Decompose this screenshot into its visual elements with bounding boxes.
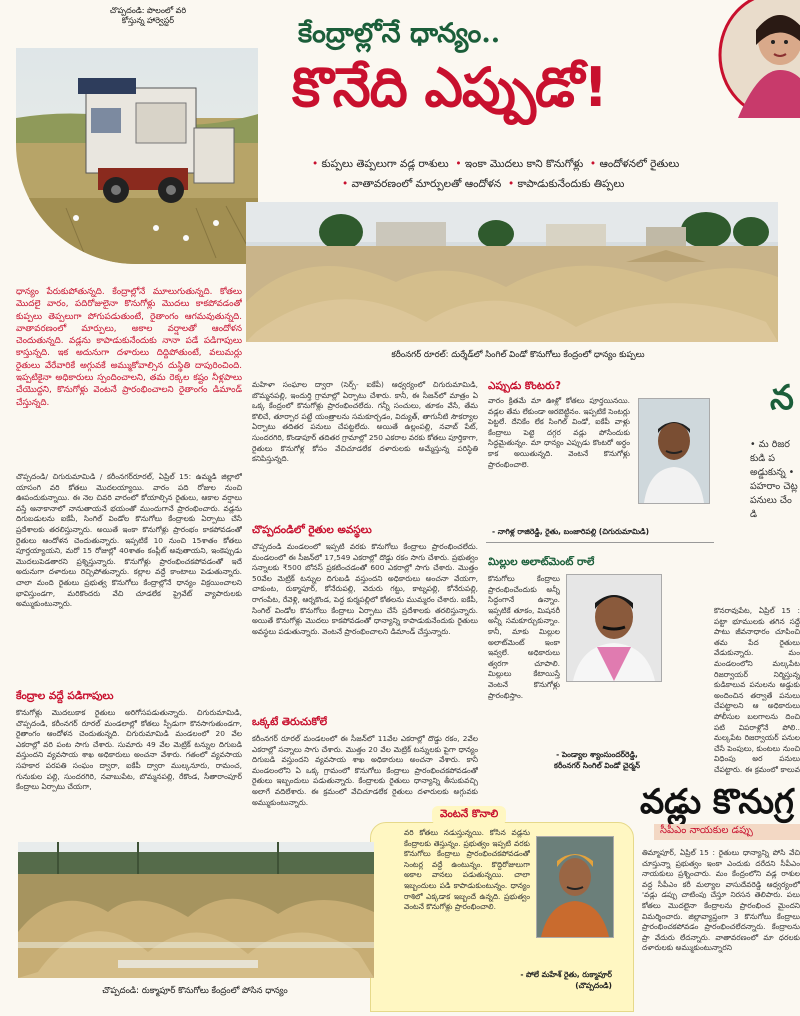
quote2-sign-role: కరీంనగర్ సింగిల్ విండో చైర్మన్: [554, 761, 640, 770]
quote3-title: వెంటనే కొనాలి: [432, 806, 506, 825]
quote3-text: వరి కోతలు నడుస్తున్నయి. కోసిన వడ్లను కేంద్రాలకు తెస్తున్నం. ప్రభుత్వం ఇప్పటి వరకు కొనుగోలు కేంద్రాలు ప్రారంభించకపోవడంతో సెంటర్ల వద్దే ఉంటున్నం. కొద్దిరోజులుగా అకాల వానలు పడుతున్నయి. చాలా ఇబ్బందులు పడి కాపాడుకుంటున్నం. ధాన్యం రాశిలో ఎక్కడాక ఇబ్బందే ఉన్నది. ప్రభుత్వం వెంటనే కొనుగోళ్లు ప్రారంభించాలి.: [404, 828, 530, 912]
highlight-3: ఆందోళనలో రైతులు: [599, 158, 680, 170]
column1-body: చొప్పదండి/ చిగురుమామిడి / కరీంనగర్‌రూరల్, ఏప్రిల్ 15: ఉమ్మడి జిల్లాలో యాసంగి వరి కోతలు మొదలయ్యాయి. వారం పది రోజుల నుంచి ఊపందుకున్నాయి. ఈ నెల చివరి వారంలో కోయాల్సిన రైతులు, ఆకాల వర్షాలు వస్తే ఆనాకానాలో నానుతాయనే భయంతో ముందుగానే ప్రారంభించారు. వడ్లను దిగుబడులను ఐకేపీ, సింగిల్ విండోల కొనుగోలు కేంద్రాలకు ఏర్పాటు చేసే ప్రదేశాలకు తరలిస్తున్నారు. అయితే ఇంకా కొనుగోళ్లు ప్రారంభం కాకపోవడంతో రైతులు ఆందోళన చెందుతున్నారు. ఇప్పటికే 10 నుంచి 15శాతం కోతలు పూర్తయ్యాయని, మరో 15 రోజుల్లో 40శాతం కంప్లీట్ అవుతాయని, ఇంకెప్పుడు మొదలుపెడతారని ప్రశ్నిస్తున్నారు. కొనుగోళ్లు ప్రారంభించకపోవడంతో ఇదే అదునుగా దళారులు రెచ్చిపోతున్నారు. కల్లాల వద్దే కాంటాలు పెడుతున్నారు. చాలా మంది రైతులు ప్రభుత్వ కొనుగోలు కేంద్రాల్లోనే ధాన్యం విక్రయించాలని భావిస్తుండగా, మరికొందరు వేచి చూడలేక ప్రైవేట్ వ్యాపారులకు అమ్ముకుంటున్నారు.: [16, 472, 242, 609]
quote1-text: వారం క్రితమే మా ఊళ్లో కోతలు పూర్తయినయి. వడ్లల తేమ లేకుండా ఆరబెట్టినం. ఇప్పటికే సెంటర్లు పెట్టలే. దేనికేం లేక సింగిల్ విండో, ఐకేపీ వాళ్లు కేంద్రాలు పెట్టె దగ్గర వడ్లు పోసేందుకు సిద్ధమైతున్నం. మా ధాన్యం ఎప్పుడు కొంటరో అర్థం కాక అయితున్నది. వెంటనే కొనుగోళ్లు ప్రారంభించాలె.: [488, 396, 630, 469]
harvester-caption-line2: కోస్తున్న హార్వెస్టర్: [121, 16, 175, 25]
quote2-sign: [502, 750, 692, 772]
quote3-sign-place: (చొప్పదండి): [575, 981, 612, 990]
harvester-caption-line1: చొప్పదండి: పొలంలో వరి: [109, 6, 187, 15]
grain-heaps-photo: [18, 842, 374, 978]
harvester-photo: [16, 48, 258, 264]
bottom-right-subhead: సీపీఎం నాయకుల డప్పు: [654, 824, 800, 840]
grain-yard-photo: [246, 202, 778, 342]
right-strip-headline: న: [770, 378, 794, 418]
quote3-sign-name: - పోలే మహేశ్ రైతు, రుక్మాపూర్: [520, 970, 612, 979]
right-strip-body: కొనరావుపేట, ఏప్రిల్ 15 : పట్టా భూములకు తగిన సద్దే పాటు జీవనాధారం చూపించి తమ పేద రైతులు వేడుకున్నారు. మం మండలంలోని మల్కపేట రిజర్వాయర్ నిర్మిస్తున్న కుడికాలువ పనులను అడ్డుకు అందించిన తర్వాతే పనులు చేపట్టాలని ఆ అధికారులు పోలీసుల బలగాలను దించి పటి విపరాళ్లోనే పోలి.. మల్కపేట రిజర్వాయర్ పనుల చేసే పెంపులు, కుంటలు నుంచి విధింపు అర పనులు చేపట్టారు. ఈ క్రమంలో కాలువ: [714, 606, 800, 774]
bottom-right-body: తిమ్మాపూర్, ఏప్రిల్ 15 : రైతులు ధాన్యాన్ని పోసి వేచి చూస్తున్నా ప్రభుత్వం ఇంకా ఎందుకు దరేదని సీపీఎం నాయకులు ప్రశ్నించారు. మం కేంద్రంలోని వడ్ల రాశుల వద్ద సీపీఎం కరీ మల్యాల వాసుదేవరెడ్డి ఆధ్వర్యంలో 'వడ్లు డప్పు చాటింపు చేస్తూ నిరసన తెలిపారు. పలు కోతలు మొదలైనా కేంద్రాలను ప్రారంభించ మైందని విమర్శించారు. జిల్లావ్యాప్తంగా 3 కొనుగోలు కేంద్రాలు ప్రారంభించకపోవడం ప్రారంభించలేదన్నారు. కేంద్రాలను ప్రా వేదురు లేదన్నారు. వాతావరణంలో మా ధరలకు దళారులకు అమ్ముకుంటున్నారని: [642, 848, 800, 953]
quote1-photo: [638, 398, 710, 504]
harvester-caption: [78, 6, 218, 26]
quote1-sign: - నాగిళ్ల రాజిరెడ్డి, రైతు, బంజారిపల్లి (చిగురుమామిడి): [492, 527, 650, 536]
quote2-text: కొనుగోలు కేంద్రాలు ప్రారంభించేందుకు అన్నీ సిద్ధంగానే ఉన్నాం. ఇప్పటికే తూకం, మిషనరీ అన్నీ సమకూర్చుకున్నాం. కానీ, మాకు మిల్లుల అలాట్‌మెంట్ ఇంకా ఇవ్వలే. అధికారులు త్వరగా చూపాలి. మిల్లులు కేటాయిస్తే వెంటనే కొనుగోళ్లు ప్రారంభిస్తాం.: [488, 574, 560, 700]
highlight-5: కాపాడుకునేందుకు తిప్పలు: [517, 178, 625, 190]
headline-main: కొనేది ఎప్పుడో!: [292, 56, 607, 119]
quote2-photo: [566, 574, 662, 682]
grain-heaps-caption: చొప్పదండి: రుక్మాపూర్ కొనుగోలు కేంద్రంలో పోసిన ధాన్యం: [102, 986, 288, 996]
quote3-photo: [536, 836, 614, 938]
quote2-sign-name: - పెండ్యాల శ్యాంసుందర్‌రెడ్డి,: [556, 750, 638, 759]
grain-yard-caption: కరీంనగర్ రూరల్: దుర్శేడ్‌లో సింగిల్ విండో కొనుగోలు కేంద్రంలో ధాన్యం కుప్పలు: [391, 350, 645, 360]
column2-subhead-1: చొప్పదండిలో రైతుల అవస్థలు: [252, 524, 372, 536]
bottom-right-headline: వడ్లు కొనుగ్ర: [640, 782, 794, 822]
column1-body2: కొనుగోళ్లు మొదలుకాక రైతులు అరిగోసపడుతున్నారు. చిగురుమామిడి, చొప్పదండి, కరీంనగర్ రూరల్ మండలాల్లో కోతలు స్పీడుగా కొనసాగుతుండగా, రైతాంగం ఆందోళన చెందుతున్నది. చిగురుమామిడి మండలంలో 20 వేల ఎకరాల్లో వరి పంట సాగు చేశారు. సుమారు 49 వేల మెట్రిక్ టన్నుల దిగుబడి వస్తుందని వ్యవసాయ శాఖ అధికారులు అంచనా వేశారు. గతంలో వ్యవసాయ సహకార పరపతి సంఘం ద్వారా, ఐకేపీ ద్వారా ముల్కనూరు, రామంచ, గునుకుల పల్లి, సుందరగిరి, నవాబుపేట, బొమ్మనపల్లి, రేకొండ, సీతారాంపూర్ కేంద్రాలు ఏర్పాటు చేయగా,: [16, 708, 242, 792]
column2-subhead-2: ఒక్కటే తెరుచుకోలే: [252, 716, 328, 728]
quote1-title: ఎప్పుడు కొంటరు?: [488, 380, 561, 392]
headline-kicker: కేంద్రాల్లోనే ధాన్యం..: [298, 18, 501, 49]
quote2-title: మిల్లుల అలాట్‌మెంట్ రాలే: [488, 556, 595, 568]
column2-body: మహిళా సంఘాల ద్వారా (సెర్ప్- ఐకేపీ) ఆధ్వర్యంలో చిగురుమామిడి, బొమ్మనపల్లి, ఇందుర్తి గ్రామాల్లో ఏర్పాటు చేశారు. కానీ, ఈ సీజన్‌లో మాత్రం ఏ ఒక్క కేంద్రంలో కొనుగోళ్లు ప్రారంభించలేదు. గన్నీ సంచులు, తూకం వేసే, తేమ కొలిచే, తూర్పార పట్టే యంత్రాలను సమకూర్చడం, విద్యుత్, తాగునీటి సౌకర్యాల ఏర్పాటు తదితర పనులు చేపట్టలేదు. అయితే ఉల్లంపల్లి, నవాబ్‌ పేట్, సుందరగిరి, కొండాపూర్ తదితర గ్రామాల్లో 250 ఎకరాల వరకు కోతలు పూర్తికాగా, రైతులు కొనుగోళ్ల కోసం వేచిచూడలేక దళారులకు అమ్మేస్తున్న పరిస్థితి కనిపిస్తున్నది.: [252, 380, 478, 464]
quote3-sign: [440, 970, 612, 992]
highlight-2: ఇంకా మొదలు కాని కొనుగోళ్లు: [464, 158, 584, 170]
column2-body2: చొప్పదండి మండలంలో ఇప్పటి వరకు కొనుగోలు కేంద్రాలు ప్రారంభించలేదు. మండలంలో ఈ సీజన్‌లో 17,549 ఎకరాల్లో దొడ్డు రకం సాగు చేశారు. ప్రభుత్వం సన్నాలకు ₹500 బోనస్ ప్రకటించడంతో 600 ఎకరాల్లో సాగు చేశారు. మొత్తం 50వేల మెట్రిక్ టన్నుల దిగుబడి వస్తుందని అధికారులు అంచనా వేయగా, చాకుంట, రుక్మాపూర్, కోనేరుపల్లి, వెదురు గట్టు, కాట్నపల్లి, కోనేరుపల్లి, రాగంపేట, రేవెళ్లి, ఆర్నకొండ, పెద్ద కుర్మపల్లిలో కోతలను ముమ్మరం చేశారు. ఐకేపీ, సింగిల్ విండోల కొనుగోలు కేంద్రాలు ఏర్పాటు చేసే ప్రదేశాలకు తరలిస్తున్నారు. అయితే కొనుగోళ్లు మొదలు కాకపోవడంతో ధాన్యాన్ని కాపాడుకునేందుకు రైతులు అవస్థలు పడుతున్నారు. వెంటనే ప్రారంభించాలని డిమాండ్ చేస్తున్నారు.: [252, 542, 478, 636]
highlight-4: వాతావరణంలో మార్పులతో ఆందోళన: [351, 178, 502, 190]
column2-body3: కరీంనగర్ రూరల్ మండలంలో ఈ సీజన్‌లో 11వేల ఎకరాల్లో దొడ్డు రకం, 2వేల ఎకరాల్లో సన్నాలు సాగు చేశారు. మొత్తం 20 వేల మెట్రిక్ టన్నులకు పైగా ధాన్యం దిగుబడి వస్తుందని వ్యవసాయ శాఖ అధికారులు అంచనా వేశారు. కానీ మండలంలోని ఏ ఒక్క గ్రామంలో కొనుగోలు కేంద్రాలు ప్రారంభించకపోవడంతో రైతులు ఇబ్బందులు పడుతున్నారు. కేంద్రాలకు రైతులు ధాన్యాన్ని తీసుకువచ్చి అలాగే వదిలేశారు. ఈ క్రమంలో వేచిచూడలేక రైతులు దళారులకు అగ్గువకు అమ్ముకుంటున్నారు.: [252, 734, 478, 807]
quote-divider-1: [486, 542, 714, 543]
highlight-1: కుప్పలు తెప్పలుగా వడ్ల రాశులు: [321, 158, 449, 170]
politician-photo: [718, 0, 800, 118]
intro-red-text: ధాన్యం పేరుకుపోతున్నది. కేంద్రాల్లోనే మూలుగుతున్నది. కోతలు మొదలై వారం, పదిరోజులైనా కొనుగోళ్లు మొదలు కాకపోవడంతో కుప్పలు తెప్పలుగా పోగుపడుతుంటే, రైతాంగం ఆగమవుతున్నది. వాతావరణంలో మార్పులు, అకాల వర్షాలతో ఆందోళన చెందుతున్నది. వడ్లను కాపాడుకునేందుకు నానా పడే పడిగాపులు కాస్తున్నది. ఇక అదునుగా దళారులు దిద్దిపోతుంటే, వలుమర్లు రైతులు వేరేవారికే అగ్గువకే అమ్ముకోవాల్సిన దుస్థితి దాపురించింది. ఇప్పటికైనా అధికారులు స్పందించాలని, తమ రెక్కల కష్టం నీళ్లపాలు చేయొద్దని, కొనుగోళ్లు వెంటనే ప్రారంభించాలని రైతాంగం డిమాండ్ చేస్తున్నది.: [16, 287, 242, 408]
highlights-line-1: • కుప్పలు తెప్పలుగా వడ్ల రాశులు • ఇంకా మొదలు కాని కొనుగోళ్లు • ఆందోళనలో రైతులు: [312, 158, 680, 170]
column1-subhead: కేంద్రాల వద్దే పడిగాపులు: [16, 690, 114, 702]
highlights-line-2: • వాతావరణంలో మార్పులతో ఆందోళన • కాపాడుకునేందుకు తిప్పలు: [342, 178, 625, 190]
right-strip-bullets: • మ రిజర కుడి ప అడ్డుకున్న • పహరాం చెట్ల పనులు చేం డి: [750, 439, 798, 520]
